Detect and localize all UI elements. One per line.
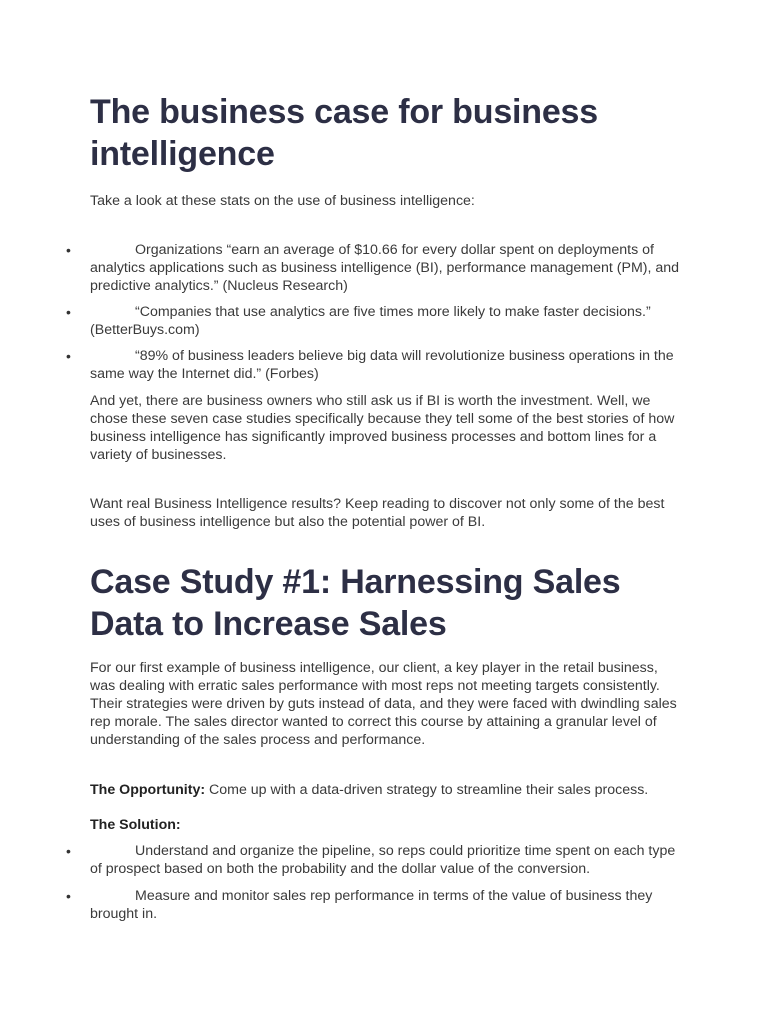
list-item-text: Understand and organize the pipeline, so reps could prioritize time spent on each type of prospect based on both the probability and the dollar value of the conversion. — [90, 843, 676, 877]
stats-list — [66, 241, 680, 391]
bullet-icon: • — [66, 888, 71, 904]
list-item-text: “89% of business leaders believe big data will revolutionize business operations in the same way the Internet did.” (Forbes) — [90, 348, 674, 382]
opportunity-text: Come up with a data-driven strategy to streamline their sales process. — [205, 782, 649, 798]
list-item-text: Measure and monitor sales rep performance in terms of the value of business they brought in. — [90, 888, 653, 922]
list-item — [66, 303, 680, 339]
intro-text: Take a look at these stats on the use of business intelligence: — [90, 193, 475, 209]
list-item — [66, 347, 680, 383]
bullet-icon: • — [66, 242, 71, 258]
list-item — [66, 241, 680, 295]
bullet-icon: • — [66, 843, 71, 859]
solution-paragraph — [90, 816, 680, 834]
body-paragraph: And yet, there are business owners who still ask us if BI is worth the investment. Well, we chose these seven case studies specifically because they tell some of the best stories of how business intelligence has significantly improved business processes and bottom lines for a variety of businesses. — [90, 393, 675, 463]
solution-list — [66, 842, 680, 932]
list-item-text: Organizations “earn an average of $10.66 for every dollar spent on deployments of analytics applications such as business intelligence (BI), performance management (PM), and predictive analytics.” (Nucleus Research) — [90, 242, 680, 294]
bullet-icon: • — [66, 348, 71, 364]
body-paragraph: Want real Business Intelligence results? Keep reading to discover not only some of the best uses of business intelligence but also the potential power of BI. — [90, 496, 665, 530]
list-item-text: “Companies that use analytics are five times more likely to make faster decisions.” (BetterBuys.com) — [90, 304, 651, 338]
solution-label: The Solution: — [90, 817, 181, 833]
page-title: The business case for business intelligence — [90, 93, 598, 173]
opportunity-paragraph — [90, 781, 680, 799]
case-study-body: For our first example of business intelligence, our client, a key player in the retail business, was dealing with erratic sales performance with most reps not meeting targets consistently. Their strategies were driven by guts instead of data, and they were faced with dwindling sales rep morale. The sales director wanted to correct this course by attaining a granular level of understanding of the sales process and performance. — [90, 660, 677, 748]
opportunity-label: The Opportunity: — [90, 782, 206, 798]
list-item — [66, 842, 680, 878]
bullet-icon: • — [66, 304, 71, 320]
list-item — [66, 887, 680, 923]
case-study-heading: Case Study #1: Harnessing Sales Data to Increase Sales — [90, 563, 621, 643]
